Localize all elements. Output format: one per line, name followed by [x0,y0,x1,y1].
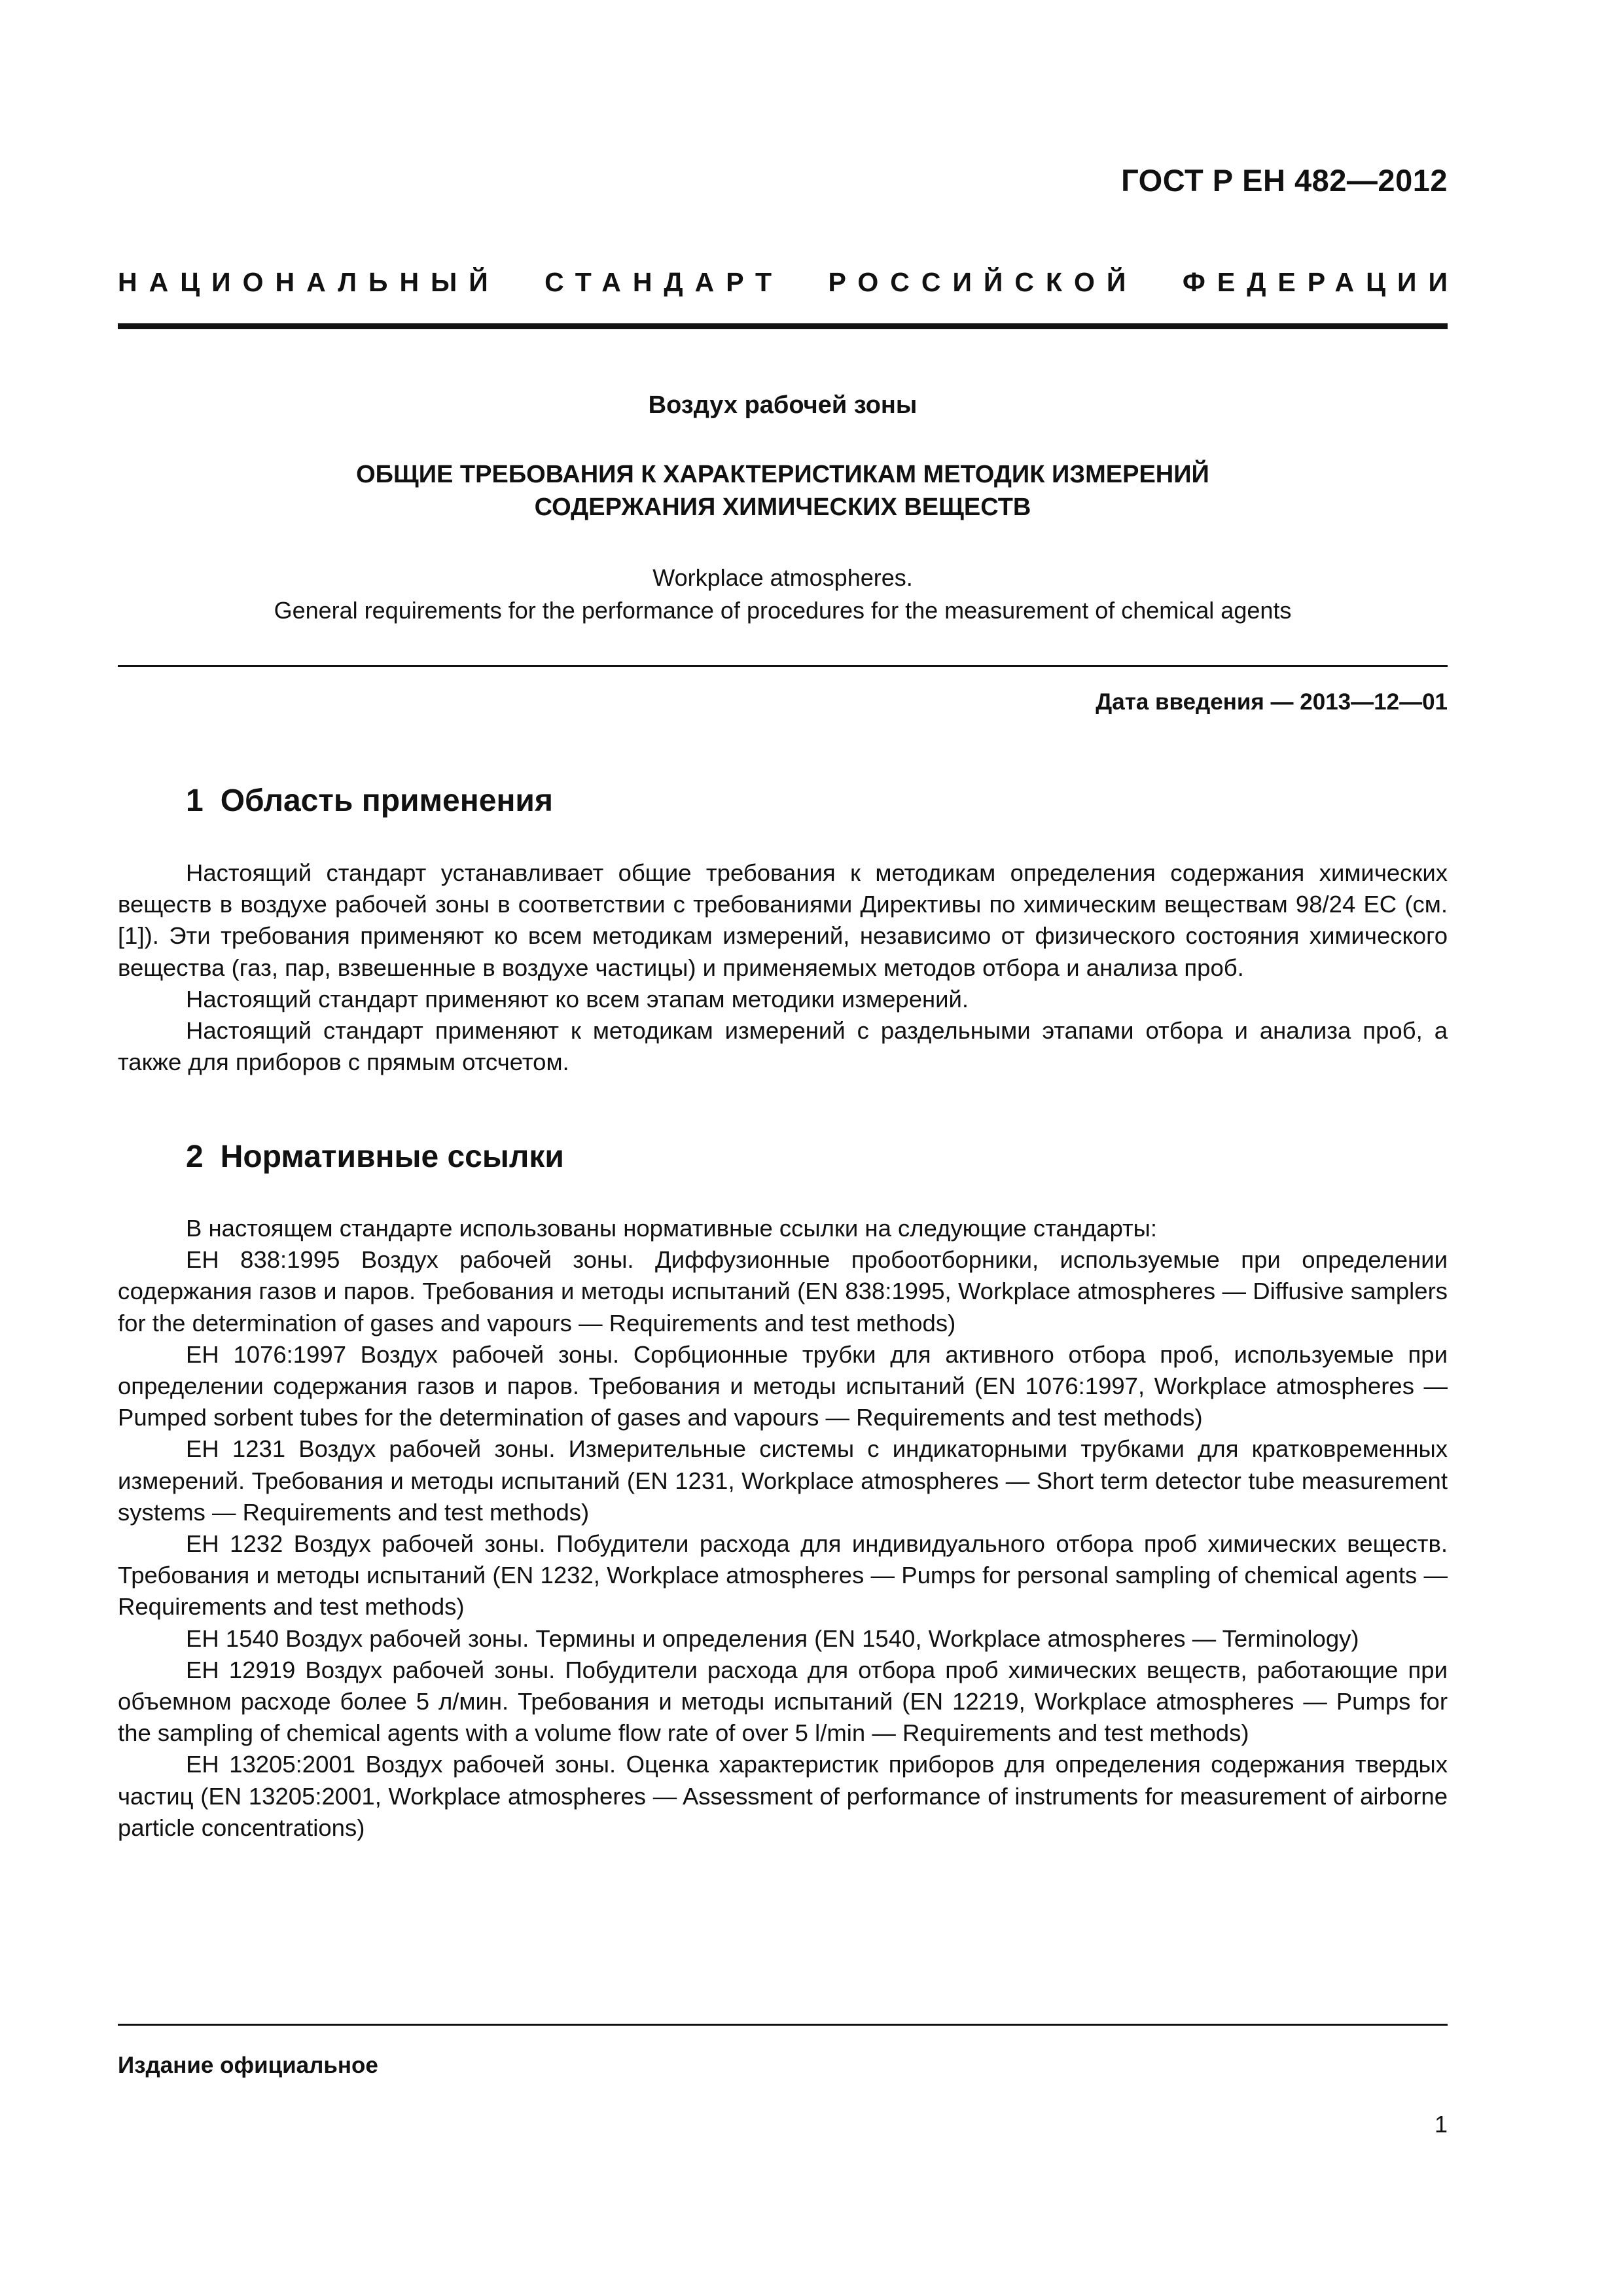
reference-item: ЕН 1540 Воздух рабочей зоны. Термины и определения (EN 1540, Workplace atmospheres — Terminology) [186,1624,1359,1652]
paragraph: Настоящий стандарт применяют ко всем этапам методики измерений. [186,985,969,1013]
national-title-word: НАЦИОНАЛЬНЫЙ [118,267,500,297]
section-number: 2 [186,1139,204,1174]
main-title-line: СОДЕРЖАНИЯ ХИМИЧЕСКИХ ВЕЩЕСТВ [534,493,1031,521]
national-title-word: РОССИЙСКОЙ [828,267,1138,297]
reference-item: ЕН 838:1995 Воздух рабочей зоны. Диффузионные пробоотборники, используемые при определении содержания газов и паров. Требования и методы испытаний (EN 838:1995, Workplace atmospheres — Diffusive samplers for the determination of gases and vapours — Requirements and test methods) [118,1246,1448,1336]
main-title-line: ОБЩИЕ ТРЕБОВАНИЯ К ХАРАКТЕРИСТИКАМ МЕТОДИК ИЗМЕРЕНИЙ [356,461,1209,488]
introduction-date: Дата введения — 2013—12—01 [1096,689,1448,715]
english-title-line: General requirements for the performance of procedures for the measurement of chemical agents [274,597,1292,624]
reference-item: ЕН 1231 Воздух рабочей зоны. Измерительные системы с индикаторными трубками для кратковременных измерений. Требования и методы испытаний (EN 1231, Workplace atmospheres — Short term detector tube measurement systems — Requirements and test methods) [118,1435,1448,1526]
section-title: Нормативные ссылки [220,1139,564,1174]
reference-item: ЕН 1232 Воздух рабочей зоны. Побудители расхода для индивидуального отбора проб химических веществ. Требования и методы испытаний (EN 1232, Workplace atmospheres — Pumps for personal sampling of chemical agents — Requirements and test methods) [118,1530,1448,1621]
main-title [118,458,1448,524]
section-number: 1 [186,783,204,818]
page-number: 1 [1434,2111,1448,2138]
national-standard-title [118,267,1459,298]
section-heading-scope [186,783,553,819]
document-number: ГОСТ Р ЕН 482—2012 [1121,163,1448,198]
reference-item: ЕН 13205:2001 Воздух рабочей зоны. Оценка характеристик приборов для определения содержания твердых частиц (EN 13205:2001, Workplace atmospheres — Assessment of performance of instruments for measurement of airborne particle concentrations) [118,1751,1448,1841]
official-edition-label: Издание официальное [118,2053,378,2078]
reference-item: ЕН 12919 Воздух рабочей зоны. Побудители расхода для отбора проб химических веществ, работающие при объемном расходе более 5 л/мин. Требования и методы испытаний (EN 12219, Workplace atmospheres — Pumps for the sampling of chemical agents with a volume flow rate of over 5 l/min — Requirements and test methods) [118,1656,1448,1747]
paragraph: Настоящий стандарт применяют к методикам измерений с раздельными этапами отбора и анализа проб, а также для приборов с прямым отсчетом. [118,1017,1448,1076]
section-body-normative-references [118,1213,1448,1844]
section-heading-normative-references [186,1139,564,1175]
national-title-word: ФЕДЕРАЦИИ [1182,267,1459,297]
paragraph: В настоящем стандарте использованы нормативные ссылки на следующие стандарты: [186,1215,1158,1242]
subject-title: Воздух рабочей зоны [648,391,918,419]
english-title [118,562,1448,627]
header-divider [118,323,1448,329]
footer-divider [118,2024,1448,2026]
national-title-word: СТАНДАРТ [544,267,784,297]
reference-item: ЕН 1076:1997 Воздух рабочей зоны. Сорбционные трубки для активного отбора проб, используемые при определении содержания газов и паров. Требования и методы испытаний (EN 1076:1997, Workplace atmospheres — Pumped sorbent tubes for the determination of gases and vapours — Requirements and test methods) [118,1340,1448,1431]
section-body-scope [118,857,1448,1078]
english-title-line: Workplace atmospheres. [652,564,913,591]
section-title: Область применения [220,783,553,818]
title-divider [118,665,1448,667]
paragraph: Настоящий стандарт устанавливает общие требования к методикам определения содержания химических веществ в воздухе рабочей зоны в соответствии с требованиями Директивы по химическим веществам 98/24 ЕС (см. [1]). Эти требования применяют ко всем методикам измерений, независимо от физического состояния химического вещества (газ, пар, взвешенные в воздухе частицы) и применяемых методов отбора и анализа проб. [118,859,1448,981]
